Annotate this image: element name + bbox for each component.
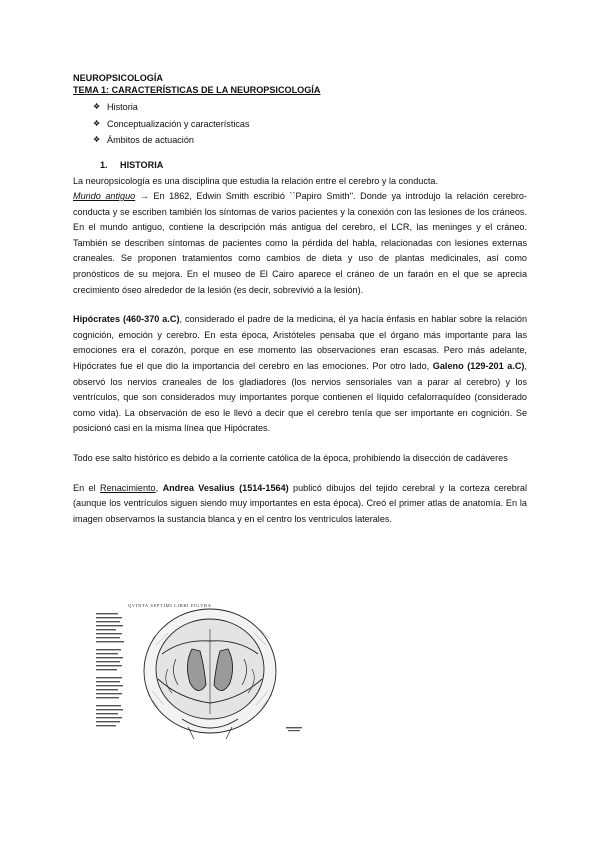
diamond-bullet-icon: ❖ xyxy=(93,118,101,128)
list-item: ❖ Historia xyxy=(93,99,527,116)
diamond-bullet-icon: ❖ xyxy=(93,135,101,144)
list-item: ❖ Conceptualización y características xyxy=(93,116,527,133)
section-heading: 1. HISTORIA xyxy=(100,159,164,170)
topic-list xyxy=(73,99,527,149)
history-jump-paragraph: Todo ese salto histórico es debido a la corriente católica de la época, prohibiendo la disección de cadáveres xyxy=(73,453,508,463)
list-item: ❖ Ámbitos de actuación xyxy=(93,132,527,149)
doc-subtitle: TEMA 1: CARACTERÍSTICAS DE LA NEUROPSICOLOGÍA xyxy=(73,85,321,95)
doc-title: NEUROPSICOLOGÍA xyxy=(73,73,163,83)
intro-paragraph: La neuropsicología es una disciplina que estudia la relación entre el cerebro y la conducta. xyxy=(73,175,438,186)
document-page xyxy=(73,72,527,527)
diamond-bullet-icon: ❖ xyxy=(93,102,101,111)
renaissance-paragraph: En el Renacimiento, Andrea Vesalius (1514-1564) publicó dibujos del tejido cerebral y la corteza cerebral (aunque los ventrículos siguen siendo muy importantes en esta época). Creó el primer atlas de anatomía. En la imagen observamos la sustancia blanca y en el centro los ventrículos laterales. xyxy=(73,482,527,524)
figure-caption: QVINTA SEPTIMI LIBRI FIGVRA xyxy=(128,603,212,608)
vesalius-brain-illustration xyxy=(92,599,308,744)
hippocrates-paragraph: Hipócrates (460-370 a.C), considerado el padre de la medicina, él ya hacía énfasis en hablar sobre la relación cognición, emoción y cerebro. En esta época, Aristóteles pensaba que el órgano más importante para las emociones era el corazón, porque en ese momento las observaciones eran escasas. Pero más adelante, Hipócrates fue el que dio la importancia del cerebro en las emociones. Por otro lado, Galeno (129-201 a.C), observó los nervios craneales de los gladiadores (los nervios sensoriales van a parar al cerebro) y los ventrículos, que son considerados muy importantes porque contienen el líquido cefalorraquídeo (considerado como vida). La observación de eso le llevó a decir que el cerebro tenía que ser importante en cognición. Se posicionó casi en la misma línea que Hipócrates. xyxy=(73,314,527,434)
ancient-world-paragraph: Mundo antiguo → En 1862, Edwin Smith escribió ``Papiro Smith''. Donde ya introdujo la relación cerebro-conducta y se escriben también los síntomas de varios pacientes y la conexión con las lesiones de los cráneos. En el mundo antiguo, contiene la descripción más antigua del cerebro, el LCR, las meninges y el cráneo. También se describen síntomas de pacientes como la pérdida del habla, relacionadas con lesiones externas craneales. Se proponen tratamientos como cambios de dieta y uso de plantas medicinales, así como pronósticos de su mejora. En el museo de El Cairo aparece el cráneo de un faraón en el que se aprecia crecimiento óseo alrededor de la lesión (es decir, sobrevivió a la lesión). xyxy=(73,191,527,295)
